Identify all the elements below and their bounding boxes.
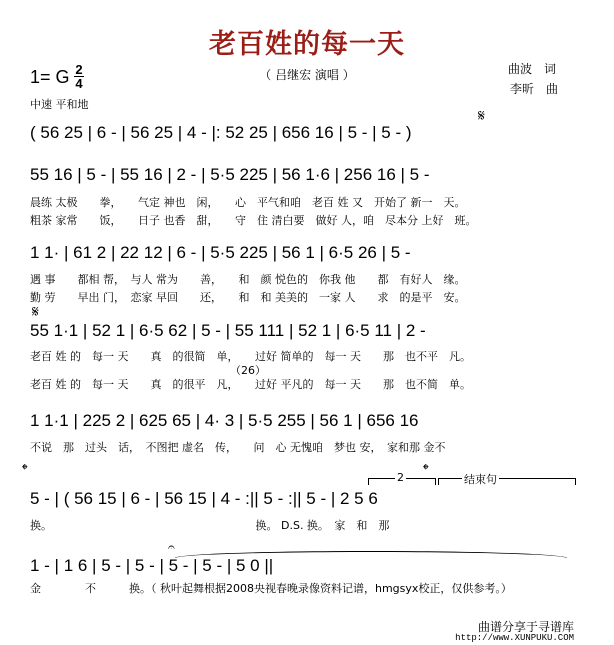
lyric-line-3b: 勤 劳 早出 门， 恋家 早回 还， 和 和 美美的 一家 人 求 的是平 安。 — [30, 291, 466, 304]
lyric-line-6: 换。 换。 D.S. 换。 家 和 那 — [30, 519, 390, 532]
notation-line-5: 1 1·1 | 225 2 | 625 65 | 4· 3 | 5·5 255 | 56 1 | 656 16 — [30, 411, 419, 430]
time-signature — [74, 63, 84, 90]
lyricist-credit: 曲波 词 — [508, 62, 557, 76]
lyric-line-2b: 粗茶 家常 饭， 日子 也香 甜， 守 住 清白要 做好 人，咱 尽本分 上好 班。 — [30, 214, 477, 227]
ending-label: 结束句 — [464, 473, 497, 486]
notation-line-1: ( 56 25 | 6 - | 56 25 | 4 - |: 52 25 | 656 16 | 5 - | 5 - ) — [30, 123, 412, 142]
coda-mark: 𝄌 — [22, 460, 28, 479]
lyric-variant-note: （26） — [230, 364, 266, 377]
key-signature: 1= G — [30, 67, 70, 87]
page-title: 老百姓的每一天 — [209, 29, 405, 60]
lyric-line-4b: 老百 姓 的 每一 天 真 的很平 凡， 过好 平凡的 每一 天 那 也不简 单。 — [30, 378, 471, 391]
lyric-line-2a: 晨练 太极 拳， 气定 神也 闲， 心 平气和咱 老百 姓 又 开始了 新一 天。 — [30, 196, 466, 209]
meter-top: 2 — [75, 62, 83, 77]
composer-credit: 李昕 曲 — [510, 82, 559, 96]
segno-mark-2: 𝄋 — [32, 302, 39, 321]
segno-mark: 𝄋 — [478, 106, 485, 125]
notation-line-4: 55 1·1 | 52 1 | 6·5 62 | 5 - | 55 111 | 52 1 | 6·5 11 | 2 - — [30, 321, 426, 340]
fermata-mark: 𝄐 — [168, 540, 175, 554]
lyric-line-3a: 遇 事 都相 帮， 与人 常为 善， 和 颜 悦色的 你我 他 都 有好人 缘。 — [30, 273, 466, 286]
tempo-marking: 中速 平和地 — [30, 98, 89, 111]
notation-line-6: 5 - | ( 56 15 | 6 - | 56 15 | 4 - :|| 5 - :|| 5 - | 2 5 6 — [30, 489, 378, 508]
site-url[interactable]: http://www.XUNPUKU.COM — [455, 633, 574, 643]
lyric-line-5: 不说 那 过头 话， 不图把 虚名 传， 问 心 无愧咱 梦也 安， 家和那 金不 — [30, 441, 446, 454]
lyric-line-4a: 老百 姓 的 每一 天 真 的很简 单， 过好 简单的 每一 天 那 也不平 凡。 — [30, 350, 471, 363]
site-name: 曲谱分享于寻谱库 — [477, 620, 574, 634]
meter-bottom: 4 — [75, 76, 83, 91]
coda-mark-2: 𝄌 — [423, 460, 429, 479]
notation-line-3: 1 1· | 61 2 | 22 12 | 6 - | 5·5 225 | 56 1 | 6·5 26 | 5 - — [30, 243, 411, 262]
volta-number: 2 — [397, 471, 404, 484]
performer-subtitle: （ 吕继宏 演唱 ） — [259, 68, 355, 82]
notation-line-7: 1 - | 1 6 | 5 - | 5 - | 5 - | 5 - | 5 0 || — [30, 556, 274, 575]
notation-line-2: 55 16 | 5 - | 55 16 | 2 - | 5·5 225 | 56 1·6 | 256 16 | 5 - — [30, 165, 430, 184]
ending-bracket — [438, 478, 576, 485]
lyric-line-7: 金 不 换。（ 秋叶起舞根据2008央视春晚录像资料记谱，hmgsyx校正，仅供参考。） — [30, 582, 512, 595]
